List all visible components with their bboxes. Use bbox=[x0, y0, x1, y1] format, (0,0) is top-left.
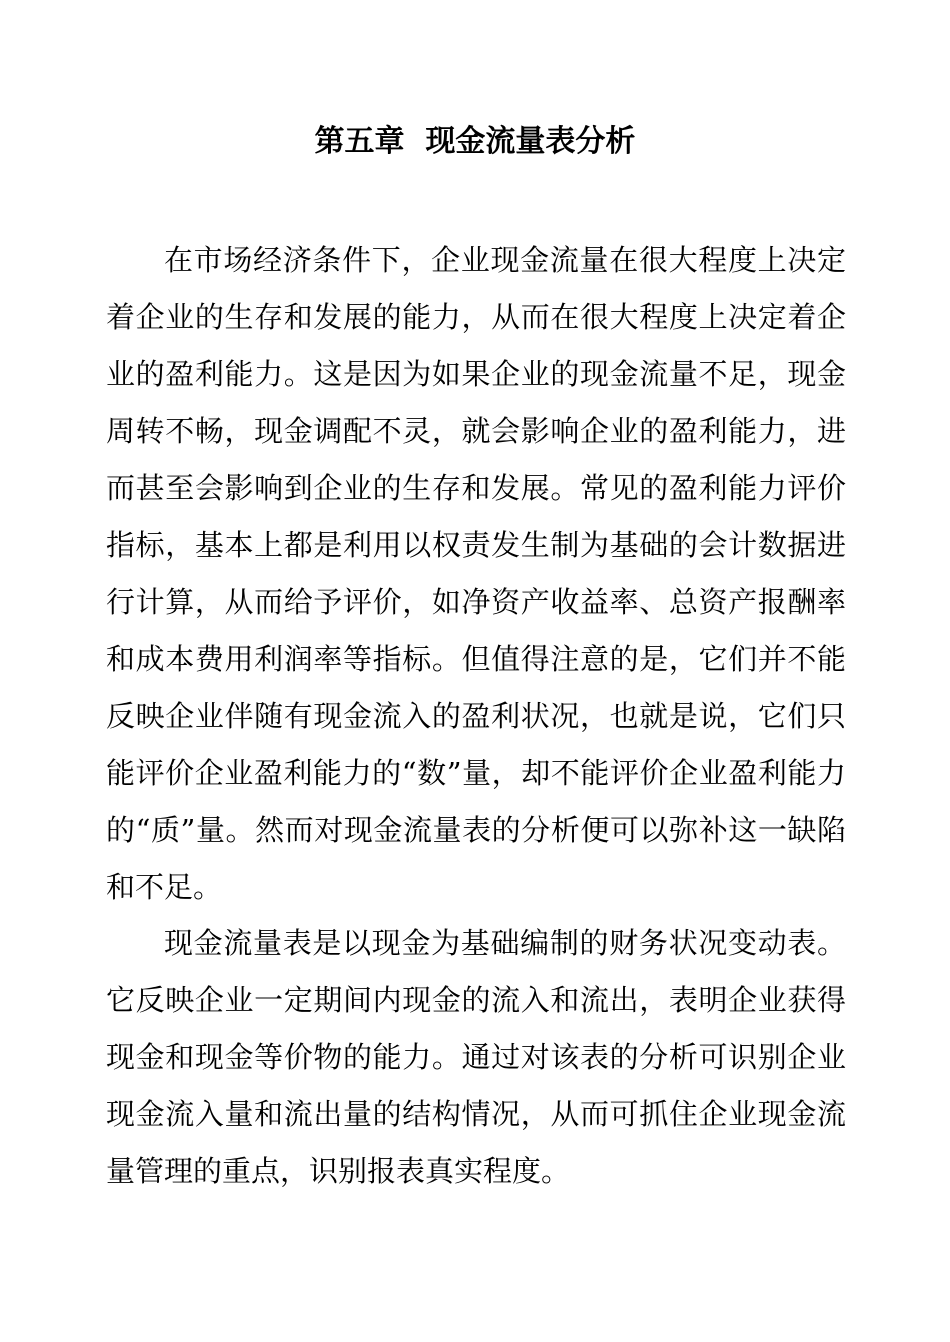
chapter-title: 现金流量表分析 bbox=[425, 124, 636, 159]
body-paragraph-2: 现金流量表是以现金为基础编制的财务状况变动表。它反映企业一定期间内现金的流入和流出，表明企业获得现金和现金等价物的能力。通过对该表的分析可识别企业现金流入量和流出量的结构情况，从而可抓住企业现金流量管理的重点，识别报表真实程度。 bbox=[106, 926, 846, 1188]
heading-spacer bbox=[405, 124, 426, 159]
chapter-number: 第五章 bbox=[314, 124, 405, 159]
chapter-heading bbox=[0, 120, 950, 164]
body-paragraph-1: 在市场经济条件下，企业现金流量在很大程度上决定着企业的生存和发展的能力，从而在很大程度上决定着企业的盈利能力。这是因为如果企业的现金流量不足，现金周转不畅，现金调配不灵，就会影响企业的盈利能力，进而甚至会影响到企业的生存和发展。常见的盈利能力评价指标，基本上都是利用以权责发生制为基础的会计数据进行计算，从而给予评价，如净资产收益率、总资产报酬率和成本费用利润率等指标。但值得注意的是，它们并不能反映企业伴随有现金流入的盈利状况，也就是说，它们只能评价企业盈利能力的“数”量，却不能评价企业盈利能力的“质”量。然而对现金流量表的分析便可以弥补这一缺陷和不足。 bbox=[106, 243, 846, 904]
